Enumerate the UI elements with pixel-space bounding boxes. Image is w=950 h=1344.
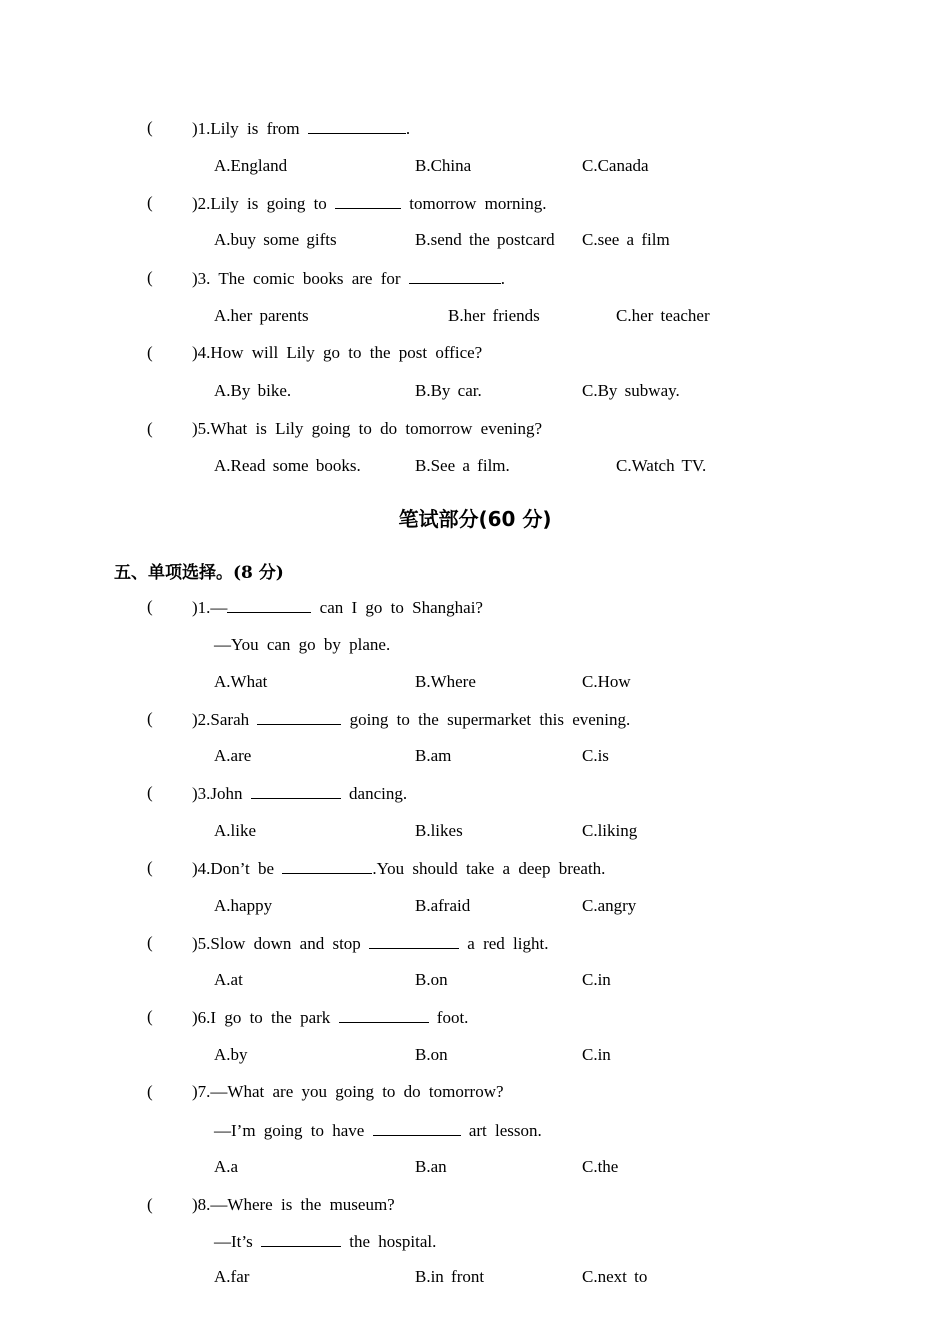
choice-q8-option-c: C.next to (582, 1267, 648, 1286)
question-stem: —Where is the museum? (210, 1195, 395, 1214)
answer-blank[interactable] (409, 268, 501, 284)
choice-q1-question-text (192, 597, 483, 618)
listening-q5-option-a: A.Read some books. (214, 456, 361, 475)
choice-q6-answer-bracket: ( (147, 1007, 153, 1026)
question-stem-end: . (500, 269, 506, 288)
question-stem: Lily is from (210, 119, 308, 138)
choice-q5-question-text (192, 933, 548, 954)
listening-q2-option-b: B.send the postcard (415, 230, 555, 249)
choice-q5-answer-bracket: ( (147, 933, 153, 952)
question-stem: The comic books are for (210, 269, 409, 288)
answer-blank[interactable] (369, 933, 459, 949)
question-stem-end: . (405, 119, 411, 138)
question-stem-end: a red light. (459, 934, 549, 953)
choice-q2-option-b: B.am (415, 746, 452, 765)
question-number: )5. (192, 934, 211, 953)
choice-q6-question-text (192, 1007, 468, 1028)
choice-q1-response: —You can go by plane. (214, 635, 391, 654)
listening-q3-option-b: B.her friends (448, 306, 540, 325)
listening-q1-question-text (192, 118, 410, 139)
written-part-heading: 笔试部分(60 分) (398, 507, 552, 531)
choice-q1-option-b: B.Where (415, 672, 476, 691)
question-number: )7. (192, 1082, 211, 1101)
choice-q2-option-c: C.is (582, 746, 609, 765)
listening-q1-option-a: A.England (214, 156, 288, 175)
choice-q4-option-c: C.angry (582, 896, 637, 915)
listening-q5-option-b: B.See a film. (415, 456, 510, 475)
choice-q4-option-a: A.happy (214, 896, 273, 915)
question-stem-end: dancing. (340, 784, 408, 803)
choice-q2-option-a: A.are (214, 746, 252, 765)
choice-q5-option-c: C.in (582, 970, 611, 989)
answer-blank[interactable] (282, 858, 372, 874)
choice-q2-answer-bracket: ( (147, 709, 153, 728)
listening-q5-option-c: C.Watch TV. (616, 456, 707, 475)
choice-q4-question-text (192, 858, 605, 879)
answer-blank[interactable] (373, 1120, 461, 1136)
question-stem: Lily is going to (210, 194, 336, 213)
question-stem: How will Lily go to the post office? (210, 343, 483, 362)
listening-q2-question-text (192, 193, 546, 214)
listening-q2-option-a: A.buy some gifts (214, 230, 337, 249)
choice-q1-answer-bracket: ( (147, 597, 153, 616)
question-number: )4. (192, 859, 211, 878)
listening-q1-option-c: C.Canada (582, 156, 649, 175)
question-number: )1. (192, 598, 211, 617)
answer-blank[interactable] (308, 118, 406, 134)
listening-q5-question-text (192, 419, 542, 439)
listening-q3-option-c: C.her teacher (616, 306, 710, 325)
choice-q3-option-b: B.likes (415, 821, 463, 840)
question-number: )3. (192, 784, 211, 803)
choice-q5-option-a: A.at (214, 970, 243, 989)
question-stem-end: .You should take a deep breath. (372, 859, 606, 878)
question-stem: What is Lily going to do tomorrow evening? (210, 419, 543, 438)
answer-blank[interactable] (339, 1007, 429, 1023)
question-stem: Slow down and stop (210, 934, 370, 953)
listening-q1-answer-bracket: ( (147, 118, 153, 137)
listening-q3-option-a: A.her parents (214, 306, 309, 325)
choice-q8-response: —It’s the hospital. (214, 1232, 437, 1251)
question-stem: I go to the park (210, 1008, 339, 1027)
choice-q3-option-c: C.liking (582, 821, 638, 840)
question-number: )8. (192, 1195, 211, 1214)
question-stem-end: can I go to Shanghai? (311, 598, 483, 617)
answer-blank[interactable] (335, 193, 401, 209)
question-stem: Sarah (210, 710, 258, 729)
question-number: )6. (192, 1008, 211, 1027)
question-number: )1. (192, 119, 211, 138)
listening-q4-option-b: B.By car. (415, 381, 482, 400)
choice-q6-option-a: A.by (214, 1045, 248, 1064)
question-stem-end: tomorrow morning. (401, 194, 547, 213)
choice-q8-question-text (192, 1195, 395, 1215)
section-5-title: 五、单项选择。(8 分) (114, 563, 284, 583)
question-stem: Don’t be (210, 859, 283, 878)
choice-q7-option-a: A.a (214, 1157, 239, 1176)
choice-q3-question-text (192, 783, 407, 804)
answer-blank[interactable] (251, 783, 341, 799)
choice-q4-answer-bracket: ( (147, 858, 153, 877)
listening-q4-answer-bracket: ( (147, 343, 153, 362)
listening-q2-answer-bracket: ( (147, 193, 153, 212)
choice-q1-option-a: A.What (214, 672, 268, 691)
listening-q3-answer-bracket: ( (147, 268, 153, 287)
choice-q2-question-text (192, 709, 630, 730)
choice-q7-option-b: B.an (415, 1157, 447, 1176)
choice-q7-response: —I’m going to have art lesson. (214, 1121, 542, 1140)
choice-q8-option-a: A.far (214, 1267, 250, 1286)
answer-blank[interactable] (257, 709, 341, 725)
choice-q7-option-c: C.the (582, 1157, 619, 1176)
question-stem-end: foot. (428, 1008, 469, 1027)
choice-q5-option-b: B.on (415, 970, 448, 989)
question-number: )5. (192, 419, 211, 438)
listening-q5-answer-bracket: ( (147, 419, 153, 438)
listening-q3-question-text (192, 268, 505, 289)
question-stem: John (210, 784, 251, 803)
choice-q1-option-c: C.How (582, 672, 631, 691)
question-stem: —What are you going to do tomorrow? (210, 1082, 504, 1101)
question-number: )2. (192, 710, 211, 729)
choice-q6-option-c: C.in (582, 1045, 611, 1064)
listening-q4-question-text (192, 343, 482, 363)
listening-q4-option-c: C.By subway. (582, 381, 680, 400)
choice-q4-option-b: B.afraid (415, 896, 471, 915)
answer-blank[interactable] (227, 597, 311, 613)
listening-q4-option-a: A.By bike. (214, 381, 292, 400)
question-number: )3. (192, 269, 211, 288)
choice-q8-option-b: B.in front (415, 1267, 485, 1286)
answer-blank[interactable] (261, 1231, 341, 1247)
choice-q7-question-text (192, 1082, 504, 1102)
listening-q2-option-c: C.see a film (582, 230, 670, 249)
choice-q6-option-b: B.on (415, 1045, 448, 1064)
choice-q8-answer-bracket: ( (147, 1195, 153, 1214)
question-number: )2. (192, 194, 211, 213)
question-number: )4. (192, 343, 211, 362)
choice-q3-answer-bracket: ( (147, 783, 153, 802)
choice-q7-answer-bracket: ( (147, 1082, 153, 1101)
listening-q1-option-b: B.China (415, 156, 472, 175)
choice-q3-option-a: A.like (214, 821, 257, 840)
question-stem: — (210, 598, 228, 617)
question-stem-end: going to the supermarket this evening. (341, 710, 631, 729)
